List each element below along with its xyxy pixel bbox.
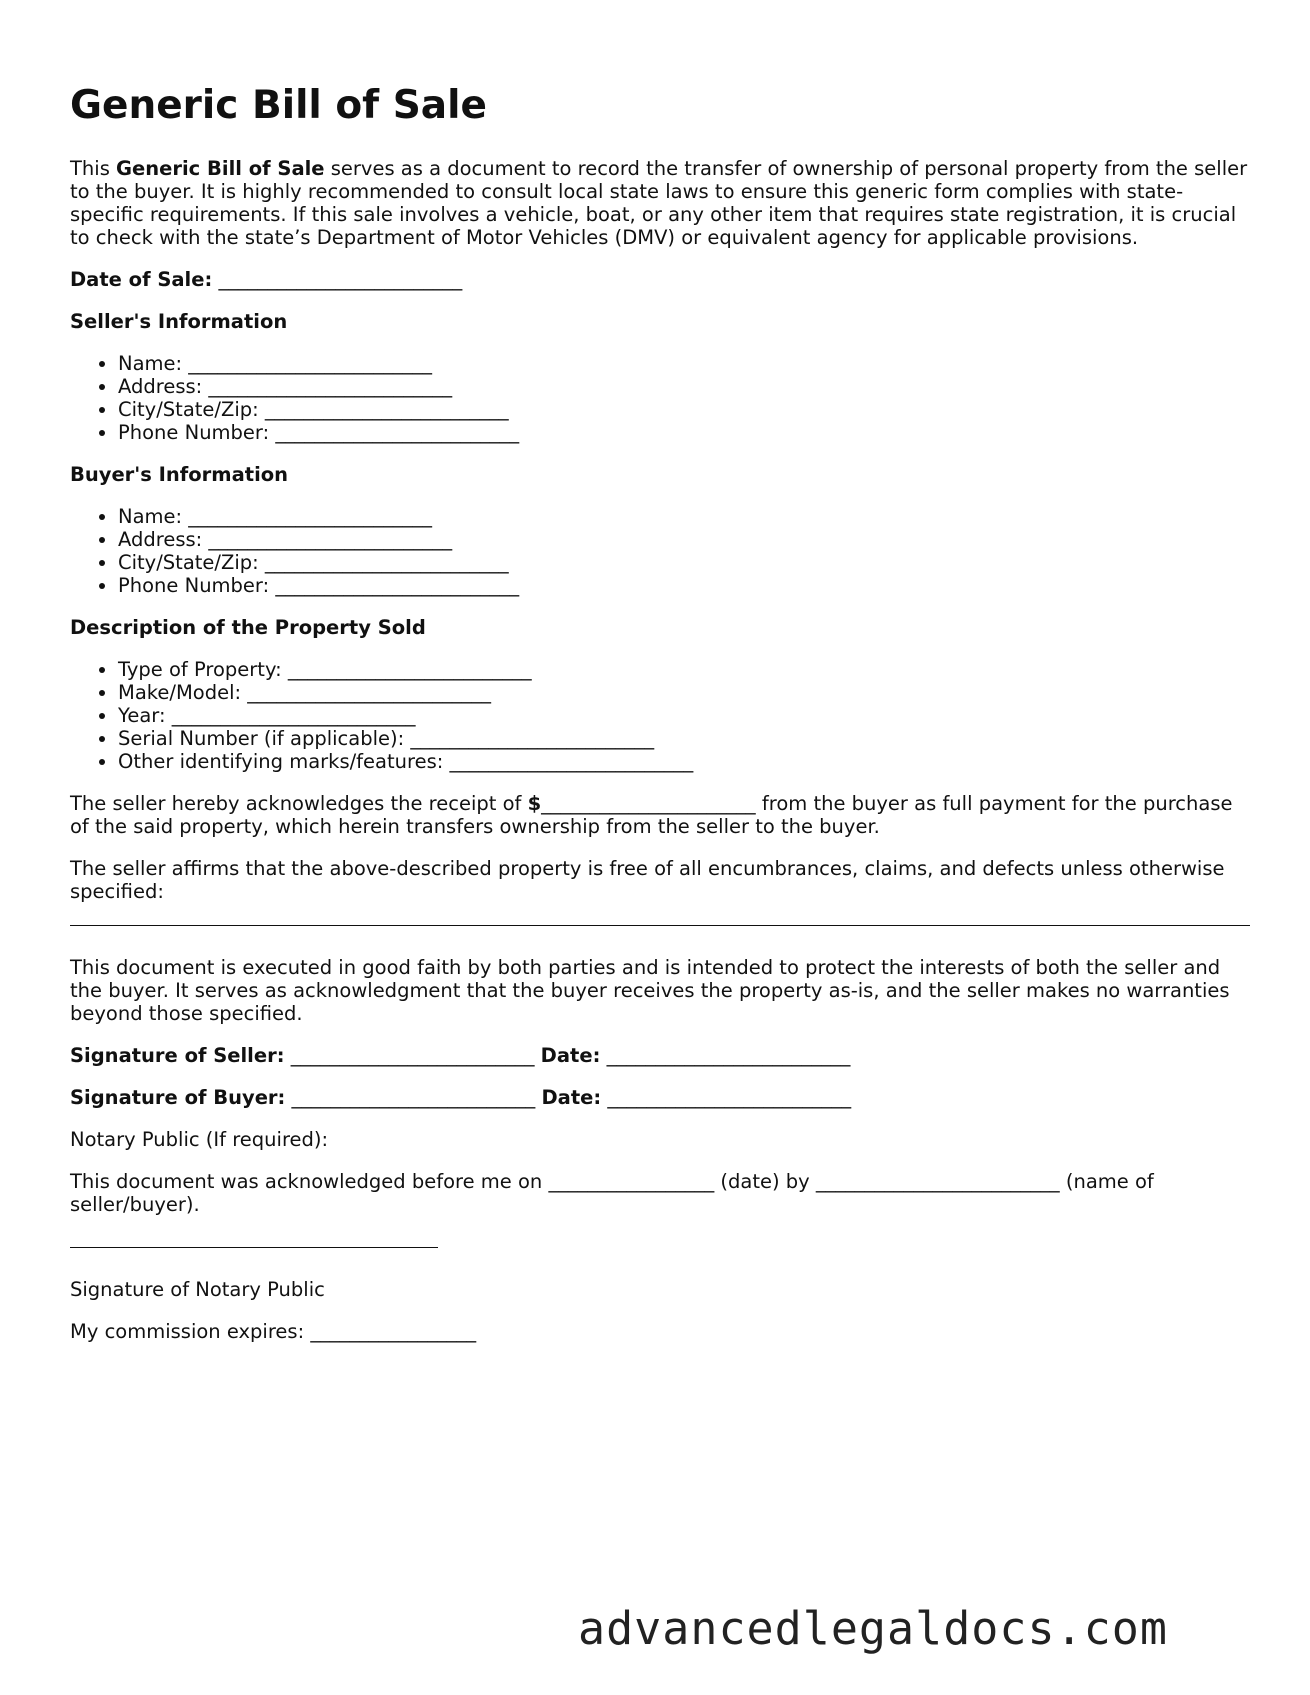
payment-suffix: from the buyer as full payment for the purchase of the said property, which herein transfers ownership from the seller to the buyer. <box>70 792 1233 838</box>
seller-signature-label: Signature of Seller: <box>70 1044 285 1067</box>
buyer-name[interactable]: • Name: _________________________ <box>118 505 1250 528</box>
buyer-list <box>70 505 1250 597</box>
intro-rest: serves as a document to record the transfer of ownership of personal property from the seller to the buyer. It is highly recommended to consult local state laws to ensure this generic form complies with state-specific requirements. If this sale involves a vehicle, boat, or any other item that requires state registration, it is crucial to check with the state’s Department of Motor Vehicles (DMV) or equivalent agency for applicable provisions. <box>70 157 1248 249</box>
encumbrances-paragraph: The seller affirms that the above-described property is free of all encumbrances, claims, and defects unless otherwise specified: <box>70 857 1225 903</box>
notary-acknowledgment[interactable]: This document was acknowledged before me on _________________ (date) by _________________________ (name of seller/buyer). <box>70 1170 1154 1216</box>
payment-currency: $ <box>527 792 542 815</box>
seller-signature-line <box>70 1044 1250 1067</box>
seller-list <box>70 352 1250 444</box>
seller-signature-blank[interactable]: _________________________ <box>284 1044 541 1067</box>
payment-amount-blank[interactable]: ______________________ <box>541 792 756 815</box>
seller-date-label: Date: <box>540 1044 601 1067</box>
notary-signature-blank-line[interactable] <box>70 1247 438 1248</box>
property-year[interactable]: • Year: _________________________ <box>118 704 1250 727</box>
buyer-date-label: Date: <box>541 1086 602 1109</box>
date-of-sale <box>70 268 1250 291</box>
buyer-signature-label: Signature of Buyer: <box>70 1086 286 1109</box>
property-type[interactable]: • Type of Property: _________________________ <box>118 658 1250 681</box>
payment-prefix: The seller hereby acknowledges the receipt of <box>70 792 528 815</box>
seller-phone[interactable]: • Phone Number: _________________________ <box>118 421 1250 444</box>
seller-heading: Seller's Information <box>70 310 288 333</box>
property-list <box>70 658 1250 773</box>
watermark-text: advancedlegaldocs.com <box>578 1602 1168 1655</box>
buyer-signature-line <box>70 1086 1250 1109</box>
property-identifying-marks[interactable]: • Other identifying marks/features: _________________________ <box>118 750 1250 773</box>
notary-heading: Notary Public (If required): <box>70 1128 329 1151</box>
notary-commission-expires[interactable]: My commission expires: _________________ <box>70 1320 477 1343</box>
payment-paragraph <box>70 792 1250 838</box>
buyer-city-state-zip[interactable]: • City/State/Zip: _________________________ <box>118 551 1250 574</box>
buyer-signature-blank[interactable]: _________________________ <box>285 1086 542 1109</box>
buyer-address[interactable]: • Address: _________________________ <box>118 528 1250 551</box>
buyer-heading: Buyer's Information <box>70 463 289 486</box>
intro-paragraph <box>70 157 1250 249</box>
property-make-model[interactable]: • Make/Model: _________________________ <box>118 681 1250 704</box>
buyer-date-blank[interactable]: _________________________ <box>601 1086 852 1109</box>
seller-address[interactable]: • Address: _________________________ <box>118 375 1250 398</box>
good-faith-paragraph: This document is executed in good faith by both parties and is intended to protect the interests of both the seller and the buyer. It serves as acknowledgment that the buyer receives the property as-is, and the seller makes no warranties beyond those specified. <box>70 956 1230 1025</box>
seller-name[interactable]: • Name: _________________________ <box>118 352 1250 375</box>
date-of-sale-label: Date of Sale: <box>70 268 213 291</box>
notary-signature-label: Signature of Notary Public <box>70 1278 325 1301</box>
property-serial-number[interactable]: • Serial Number (if applicable): _________________________ <box>118 727 1250 750</box>
seller-date-blank[interactable]: _________________________ <box>600 1044 851 1067</box>
buyer-phone[interactable]: • Phone Number: _________________________ <box>118 574 1250 597</box>
date-of-sale-blank[interactable]: _________________________ <box>218 268 463 291</box>
encumbrances-blank-line[interactable] <box>70 925 1250 926</box>
page-title: Generic Bill of Sale <box>70 83 487 128</box>
intro-bold: Generic Bill of Sale <box>116 157 325 180</box>
document-page <box>70 84 1250 1362</box>
property-heading: Description of the Property Sold <box>70 616 426 639</box>
seller-city-state-zip[interactable]: • City/State/Zip: _________________________ <box>118 398 1250 421</box>
intro-prefix: This <box>70 157 117 180</box>
